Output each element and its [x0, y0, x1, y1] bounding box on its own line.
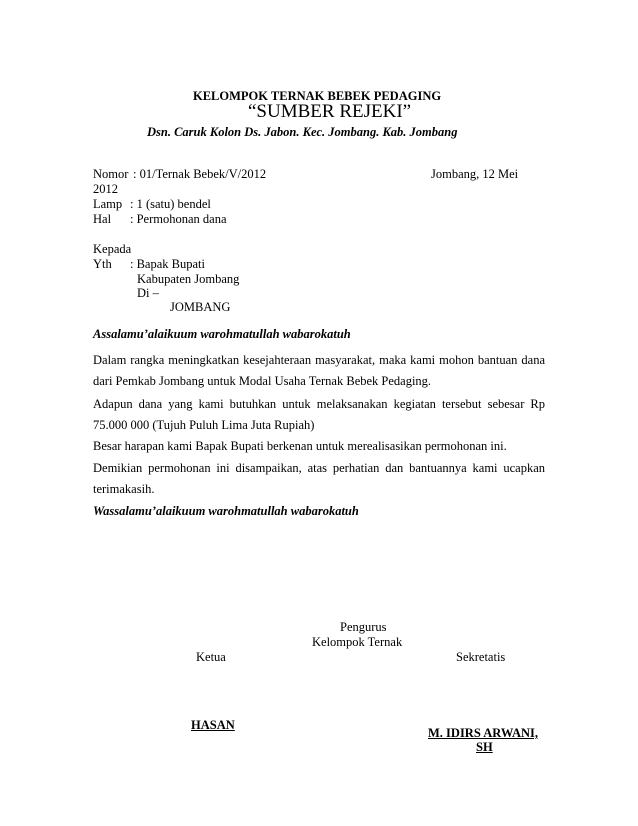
sekretaris-name-line-1: M. IDIRS ARWANI, [428, 726, 538, 740]
ketua-title: Ketua [196, 650, 226, 664]
paragraph-2: Adapun dana yang kami butuhkan untuk melaksanakan kegiatan tersebut sebesar Rp 75.000 000 (Tujuh Puluh Lima Juta Rupiah) [93, 397, 545, 432]
hal-label: Hal [93, 212, 112, 226]
lamp-label: Lamp [93, 197, 123, 211]
kelompok-label: Kelompok Ternak [312, 635, 403, 649]
recipient-line-1: : Bapak Bupati [130, 257, 205, 271]
nomor-label: Nomor [93, 167, 129, 181]
closing-greeting: Wassalamu’alaikuum warohmatullah wabarokatuh [93, 504, 359, 518]
greeting: Assalamu’alaikuum warohmatullah wabarokatuh [93, 327, 351, 341]
recipient-line-2: Kabupaten Jombang [137, 272, 240, 286]
lamp-value: : 1 (satu) bendel [130, 197, 211, 211]
place-date: Jombang, 12 Mei [431, 167, 519, 181]
recipient-line-4: JOMBANG [170, 300, 231, 314]
kepada-label: Kepada [93, 242, 132, 256]
paragraph-1: Dalam rangka meningkatkan kesejahteraan masyarakat, maka kami mohon bantuan dana dari Pemkab Jombang untuk Modal Usaha Ternak Bebek Pedaging. [93, 353, 545, 388]
paragraph-3: Besar harapan kami Bapak Bupati berkenan untuk merealisasikan permohonan ini. [93, 439, 507, 453]
yth-label: Yth [93, 257, 112, 271]
ketua-name: HASAN [191, 718, 235, 732]
paragraph-4: Demikian permohonan ini disampaikan, atas perhatian dan bantuannya kami ucapkan terimakasih. [93, 461, 545, 496]
org-name: KELOMPOK TERNAK BEBEK PEDAGING [193, 89, 442, 103]
nomor-value: : 01/Ternak Bebek/V/2012 [133, 167, 267, 181]
hal-value: : Permohonan dana [130, 212, 227, 226]
address-line: Dsn. Caruk Kolon Ds. Jabon. Kec. Jombang. Kab. Jombang [147, 125, 458, 139]
recipient-line-3: Di – [137, 286, 159, 300]
group-name: “SUMBER REJEKI” [248, 101, 412, 122]
pengurus-label: Pengurus [340, 620, 387, 634]
sekretaris-title: Sekretatis [456, 650, 506, 664]
date-year: 2012 [93, 182, 118, 196]
sekretaris-name-line-2: SH [476, 740, 493, 754]
